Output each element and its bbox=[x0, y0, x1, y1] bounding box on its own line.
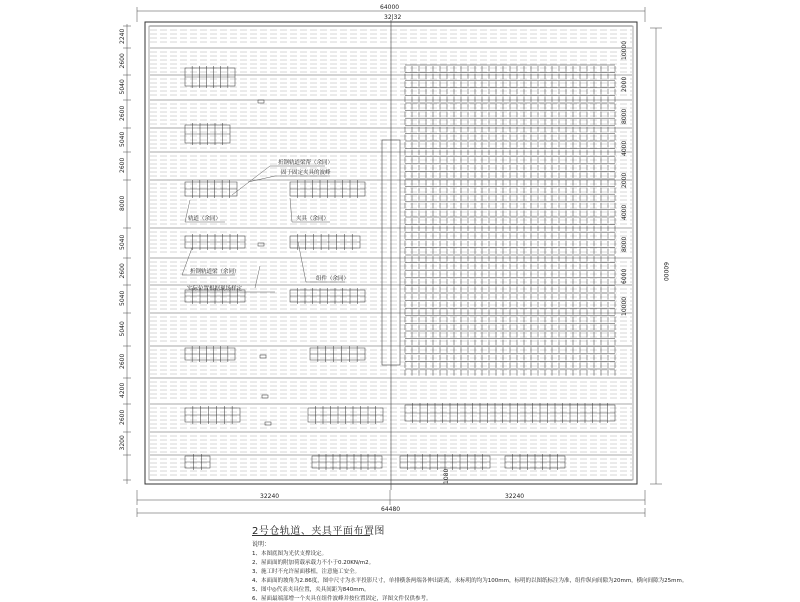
annotation-beam-b: 折钢轨道梁（余同） bbox=[190, 269, 240, 275]
bottom-right-label: 32240 bbox=[505, 493, 525, 500]
row-dim-label: 5040 bbox=[119, 131, 126, 147]
bottom-left-label: 32240 bbox=[260, 493, 280, 500]
title-underline bbox=[252, 535, 370, 536]
row-dim-label: 2600 bbox=[119, 105, 126, 121]
bottom-mid-label: 1080 bbox=[443, 468, 450, 484]
annotation-pipe: 组件（余同） bbox=[316, 276, 350, 282]
row-dim-label: 2600 bbox=[119, 157, 126, 173]
right-dim-label: 8000 bbox=[621, 108, 628, 124]
row-dim-label: 5040 bbox=[119, 321, 126, 337]
hole-marker bbox=[258, 243, 264, 246]
plan-title: 2号仓轨道、夹具平面布置图 bbox=[252, 526, 385, 537]
right-dim-label: 10000 bbox=[621, 40, 628, 60]
annotation-actual: 实际位置根据现场样定 bbox=[187, 286, 243, 292]
right-dim-label: 8000 bbox=[621, 236, 628, 252]
overall-height-label: 60000 bbox=[662, 262, 669, 282]
note-item: 2、屋面面的附加荷载承载力不小于0.20KN/m2。 bbox=[252, 560, 375, 566]
right-dim-label: 2000 bbox=[621, 172, 628, 188]
annotation-track: 轨道（余同） bbox=[188, 216, 222, 222]
note-item: 1、本图底图为光伏支撑设定。 bbox=[252, 551, 328, 557]
right-dim-label: 6000 bbox=[621, 268, 628, 284]
row-dim-label: 2600 bbox=[119, 353, 126, 369]
hole-marker bbox=[258, 100, 264, 103]
annotation-clamp: 夹具（余同） bbox=[296, 216, 330, 222]
notes-label: 说明： bbox=[252, 541, 271, 548]
row-dim-label: 5040 bbox=[119, 290, 126, 306]
row-dim-label: 2240 bbox=[119, 28, 126, 44]
hole-marker bbox=[262, 395, 268, 398]
overall-width-label: 64000 bbox=[380, 4, 400, 11]
row-dim-label: 5040 bbox=[119, 234, 126, 250]
right-dim-label: 4000 bbox=[621, 204, 628, 220]
row-dim-label: 2600 bbox=[119, 263, 126, 279]
row-dim-label: 2600 bbox=[119, 409, 126, 425]
right-dim-label: 2000 bbox=[621, 76, 628, 92]
row-dim-label: 3200 bbox=[119, 435, 126, 451]
right-dim-label: 10000 bbox=[621, 296, 628, 316]
left-clamp-clusters bbox=[185, 66, 383, 470]
annotation-beam-a: 折钢轨道梁帮（余同） bbox=[278, 160, 334, 166]
right-dim-label: 4000 bbox=[621, 140, 628, 156]
hole-marker bbox=[260, 355, 266, 358]
note-item: 6、屋面最端部增一个夹具在组件波峰并按位置固定，详图文件仅供参考。 bbox=[252, 596, 432, 602]
note-item: 4、本面面的坡角为2.86度，图中尺寸为水平投影尺寸，单排横条两端各伸出距离，未标明的均为100mm，标明的以图纸标注为准，组件纵向间隙为20mm，横向间隙为25mm。 bbox=[252, 578, 688, 584]
center-mark-label: 32|32 bbox=[384, 14, 402, 21]
module-grid bbox=[312, 65, 615, 470]
row-dim-label: 2600 bbox=[119, 53, 126, 69]
row-dim-label: 4200 bbox=[119, 382, 126, 398]
row-dim-label: 5040 bbox=[119, 79, 126, 95]
annotation-fix-hole: 固于固定夹具的波峰 bbox=[281, 170, 331, 176]
hole-marker bbox=[265, 422, 271, 425]
row-dim-label: 8000 bbox=[119, 195, 126, 211]
bottom-total-label: 64480 bbox=[381, 506, 401, 513]
note-item: 3、施工时不允许屋面移植，注意施工安全。 bbox=[252, 569, 361, 575]
note-item: 5、图中◎代表夹具位置，夹具间距为840mm。 bbox=[252, 587, 370, 593]
